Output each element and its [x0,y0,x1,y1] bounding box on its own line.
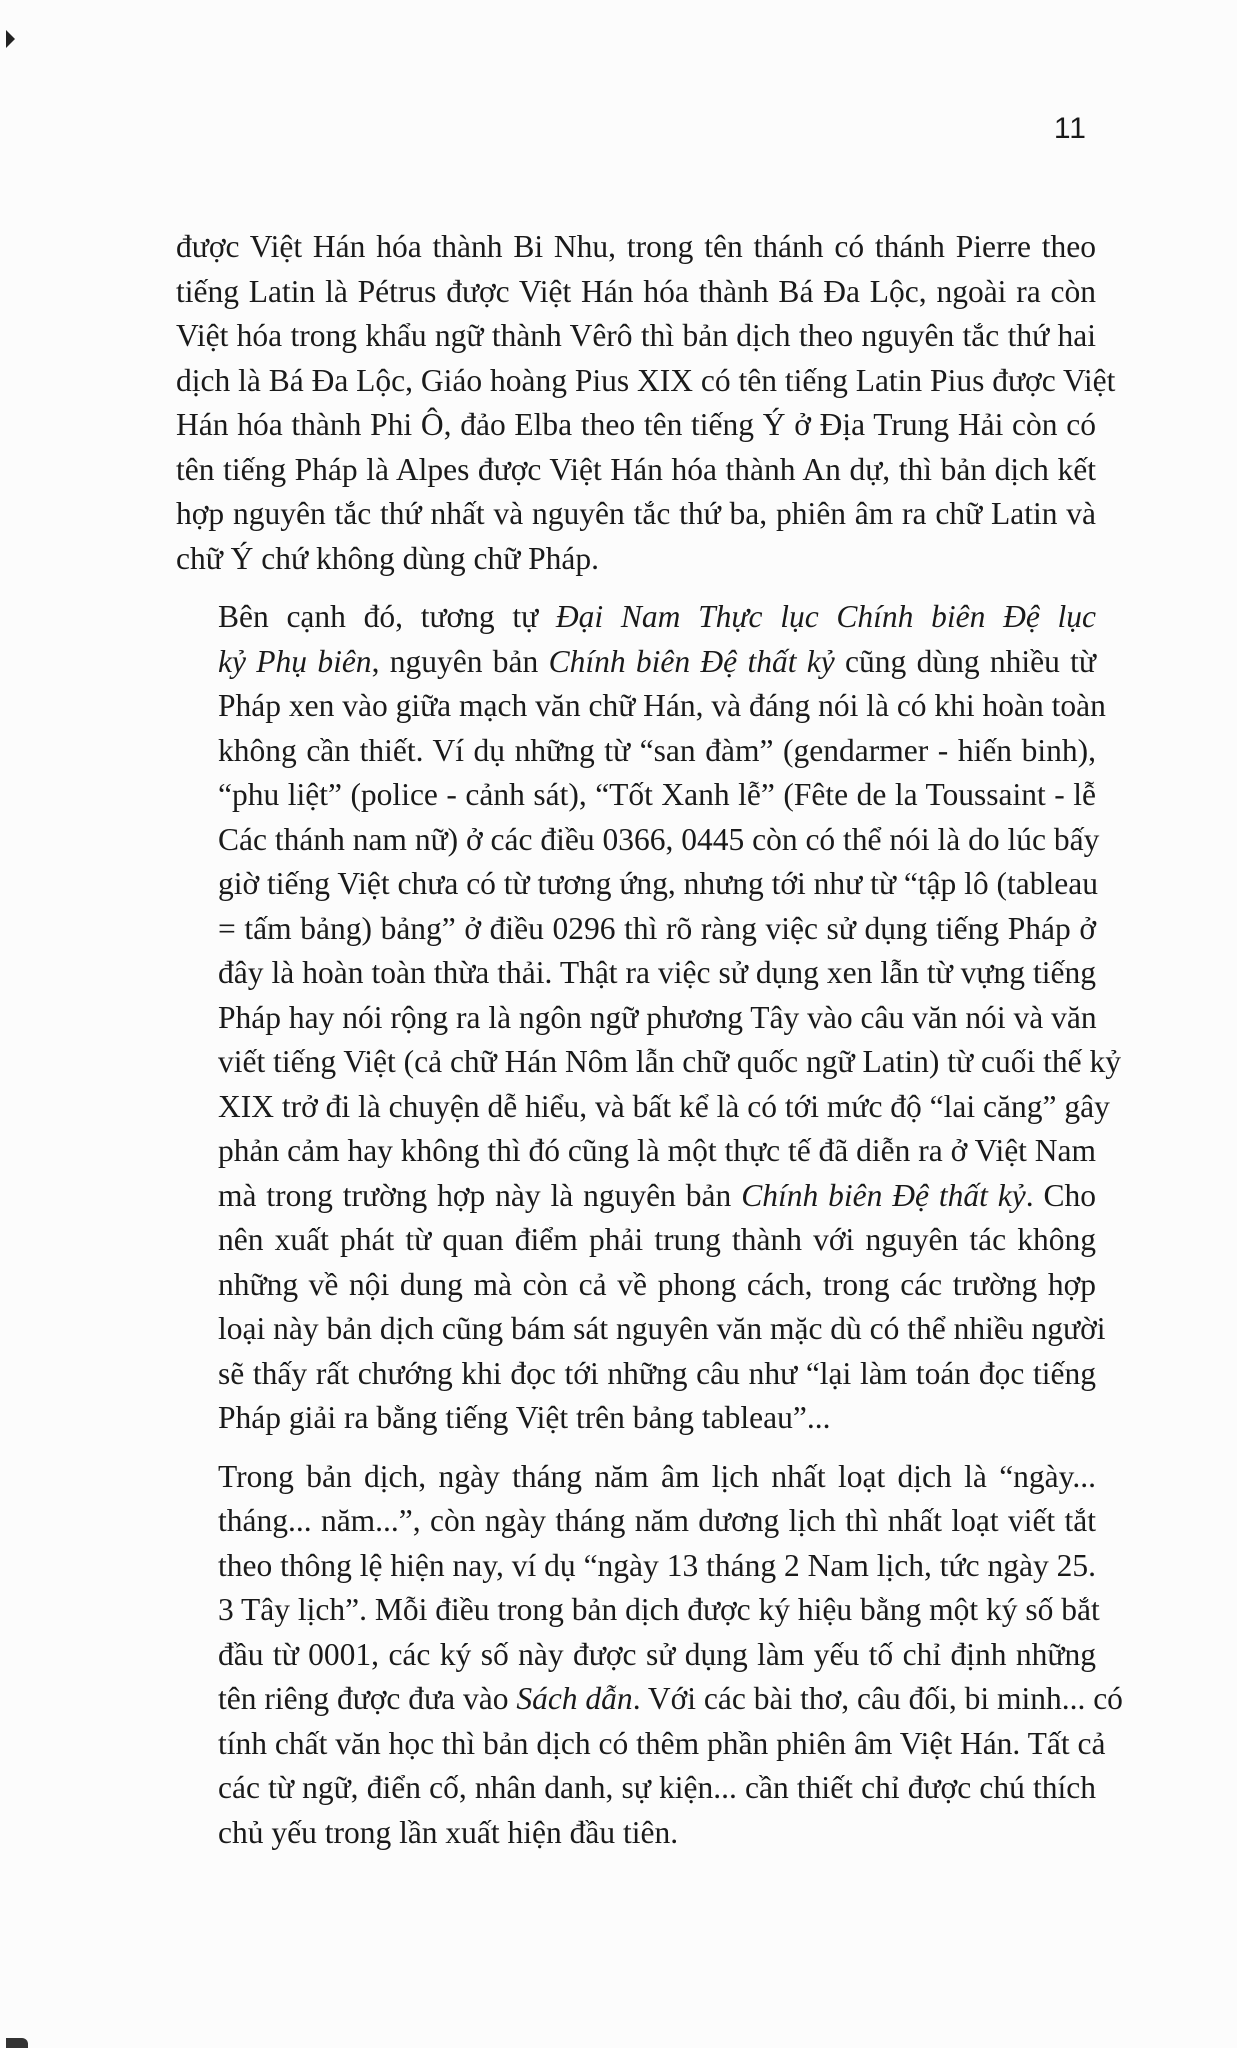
text-line [176,907,1096,952]
text-line [176,225,1096,270]
text-run: loại này bản dịch cũng bám sát nguyên văn mặc dù có thể nhiều người [218,1311,1106,1346]
text-run: Pháp giải ra bằng tiếng Việt trên bảng tableau”... [218,1400,831,1435]
text-line [176,684,1106,729]
text-run: đầu từ 0001, các ký số này được sử dụng làm yếu tố chỉ định những [218,1636,1096,1672]
text-run: đây là hoàn toàn thừa thải. Thật ra việc sử dụng xen lẫn từ vựng tiếng [218,955,1096,990]
text-run: Pháp hay nói rộng ra là ngôn ngữ phương Tây vào câu văn nói và văn [218,999,1097,1035]
text-line [176,1307,1106,1352]
text-line [176,359,1116,404]
text-run: Hán hóa thành Phi Ô, đảo Elba theo tên tiếng Ý ở Địa Trung Hải còn có [176,407,1096,442]
text-line [176,595,1096,640]
text-run: dịch là Bá Đa Lộc, Giáo hoàng Pius XIX có tên tiếng Latin Pius được Việt [176,362,1116,398]
text-run: tính chất văn học thì bản dịch có thêm phần phiên âm Việt Hán. Tất cả [218,1725,1106,1761]
scan-corner-mark [6,30,15,48]
text-run: Các thánh nam nữ) ở các điều 0366, 0445 còn có thể nói là do lúc bấy [218,821,1100,857]
text-line [176,818,1100,863]
italic-text: Chính biên Đệ thất kỷ [741,1177,1026,1213]
text-run: 3 Tây lịch”. Mỗi điều trong bản dịch được ký hiệu bằng một ký số bắt [218,1592,1100,1627]
text-line [176,1811,1096,1856]
text-run: chữ Ý chứ không dùng chữ Pháp. [176,540,600,576]
text-line [176,448,1096,493]
text-line [176,729,1096,774]
italic-text: Chính biên Đệ thất kỷ [548,643,835,679]
text-run: = tấm bảng) bảng” ở điều 0296 thì rõ ràng việc sử dụng tiếng Pháp ở [218,910,1096,946]
text-run: tiếng Latin là Pétrus được Việt Hán hóa thành Bá Đa Lộc, ngoài ra còn [176,273,1096,309]
text-line [176,1766,1096,1811]
scan-bottom-mark [6,2038,28,2048]
text-run: viết tiếng Việt (cả chữ Hán Nôm lẫn chữ quốc ngữ Latin) từ cuối thế kỷ [218,1044,1121,1079]
text-run: . Cho [1025,1177,1096,1213]
text-run: Việt hóa trong khẩu ngữ thành Vêrô thì bản dịch theo nguyên tắc thứ hai [176,318,1096,353]
italic-text: kỷ Phụ biên [218,643,372,679]
paragraph [176,225,1116,581]
body-text [176,225,1123,1855]
text-run: không cần thiết. Ví dụ những từ “san đàm” (gendarmer - hiến binh), [218,732,1096,768]
text-line [176,1722,1106,1767]
text-run: , nguyên bản [371,643,549,679]
page-number: 11 [1053,112,1087,145]
text-run: phản cảm hay không thì đó cũng là một thực tế đã diễn ra ở Việt Nam [218,1133,1097,1168]
paragraph [176,595,1121,1441]
text-line [176,1129,1096,1174]
text-line [176,1677,1123,1722]
text-line [176,537,1096,582]
italic-text: Đại Nam Thực lục Chính biên Đệ lục [555,599,1096,634]
text-line [176,1396,1096,1441]
text-line [176,1040,1121,1085]
text-line [176,1588,1100,1633]
text-run: được Việt Hán hóa thành Bi Nhu, trong tên thánh có thánh Pierre theo [176,229,1096,264]
text-run: nên xuất phát từ quan điểm phải trung thành với nguyên tác không [218,1222,1096,1257]
text-line [176,270,1096,315]
text-run: Trong bản dịch, ngày tháng năm âm lịch nhất loạt dịch là “ngày... [218,1458,1096,1494]
text-line [176,773,1096,818]
text-line [176,1455,1096,1500]
text-run: tháng... năm...”, còn ngày tháng năm dương lịch thì nhất loạt viết tắt [218,1503,1096,1538]
text-line [176,996,1096,1041]
text-run: . Với các bài thơ, câu đối, bi minh... có [632,1681,1123,1716]
text-run: cũng dùng nhiều từ [834,643,1097,679]
text-run: giờ tiếng Việt chưa có từ tương ứng, nhưng tới như từ “tập lô (tableau [218,866,1098,901]
text-line [176,1544,1096,1589]
text-line [176,951,1096,996]
text-line [176,1633,1096,1678]
text-run: tên riêng được đưa vào [218,1681,517,1716]
paragraph [176,1455,1123,1856]
text-run: theo thông lệ hiện nay, ví dụ “ngày 13 tháng 2 Nam lịch, tức ngày 25. [218,1547,1096,1583]
text-line [176,403,1096,448]
text-line [176,314,1096,359]
text-line [176,1218,1096,1263]
text-run: hợp nguyên tắc thứ nhất và nguyên tắc thứ ba, phiên âm ra chữ Latin và [176,496,1096,531]
text-line [176,1263,1096,1308]
text-run: Pháp xen vào giữa mạch văn chữ Hán, và đáng nói là có khi hoàn toàn [218,688,1106,723]
text-line [176,640,1096,685]
text-line [176,1352,1096,1397]
text-run: XIX trở đi là chuyện dễ hiểu, và bất kể là có tới mức độ “lai căng” gây [218,1088,1110,1124]
text-run: những về nội dung mà còn cả về phong cách, trong các trường hợp [218,1266,1096,1302]
text-run: “phu liệt” (police - cảnh sát), “Tốt Xanh lễ” (Fête de la Toussaint - lễ [218,777,1096,812]
text-line [176,1174,1096,1219]
text-line [176,492,1096,537]
text-run: các từ ngữ, điển cố, nhân danh, sự kiện... cần thiết chỉ được chú thích [218,1770,1096,1805]
text-line [176,1085,1110,1130]
text-run: sẽ thấy rất chướng khi đọc tới những câu như “lại làm toán đọc tiếng [218,1355,1096,1391]
text-run: chủ yếu trong lần xuất hiện đầu tiên. [218,1814,679,1850]
text-run: tên tiếng Pháp là Alpes được Việt Hán hóa thành An dự, thì bản dịch kết [176,451,1096,487]
text-run: mà trong trường hợp này là nguyên bản [218,1177,742,1213]
text-line [176,1499,1096,1544]
italic-text: Sách dẫn [516,1681,633,1716]
text-line [176,862,1096,907]
text-run: Bên cạnh đó, tương tự [218,599,556,634]
